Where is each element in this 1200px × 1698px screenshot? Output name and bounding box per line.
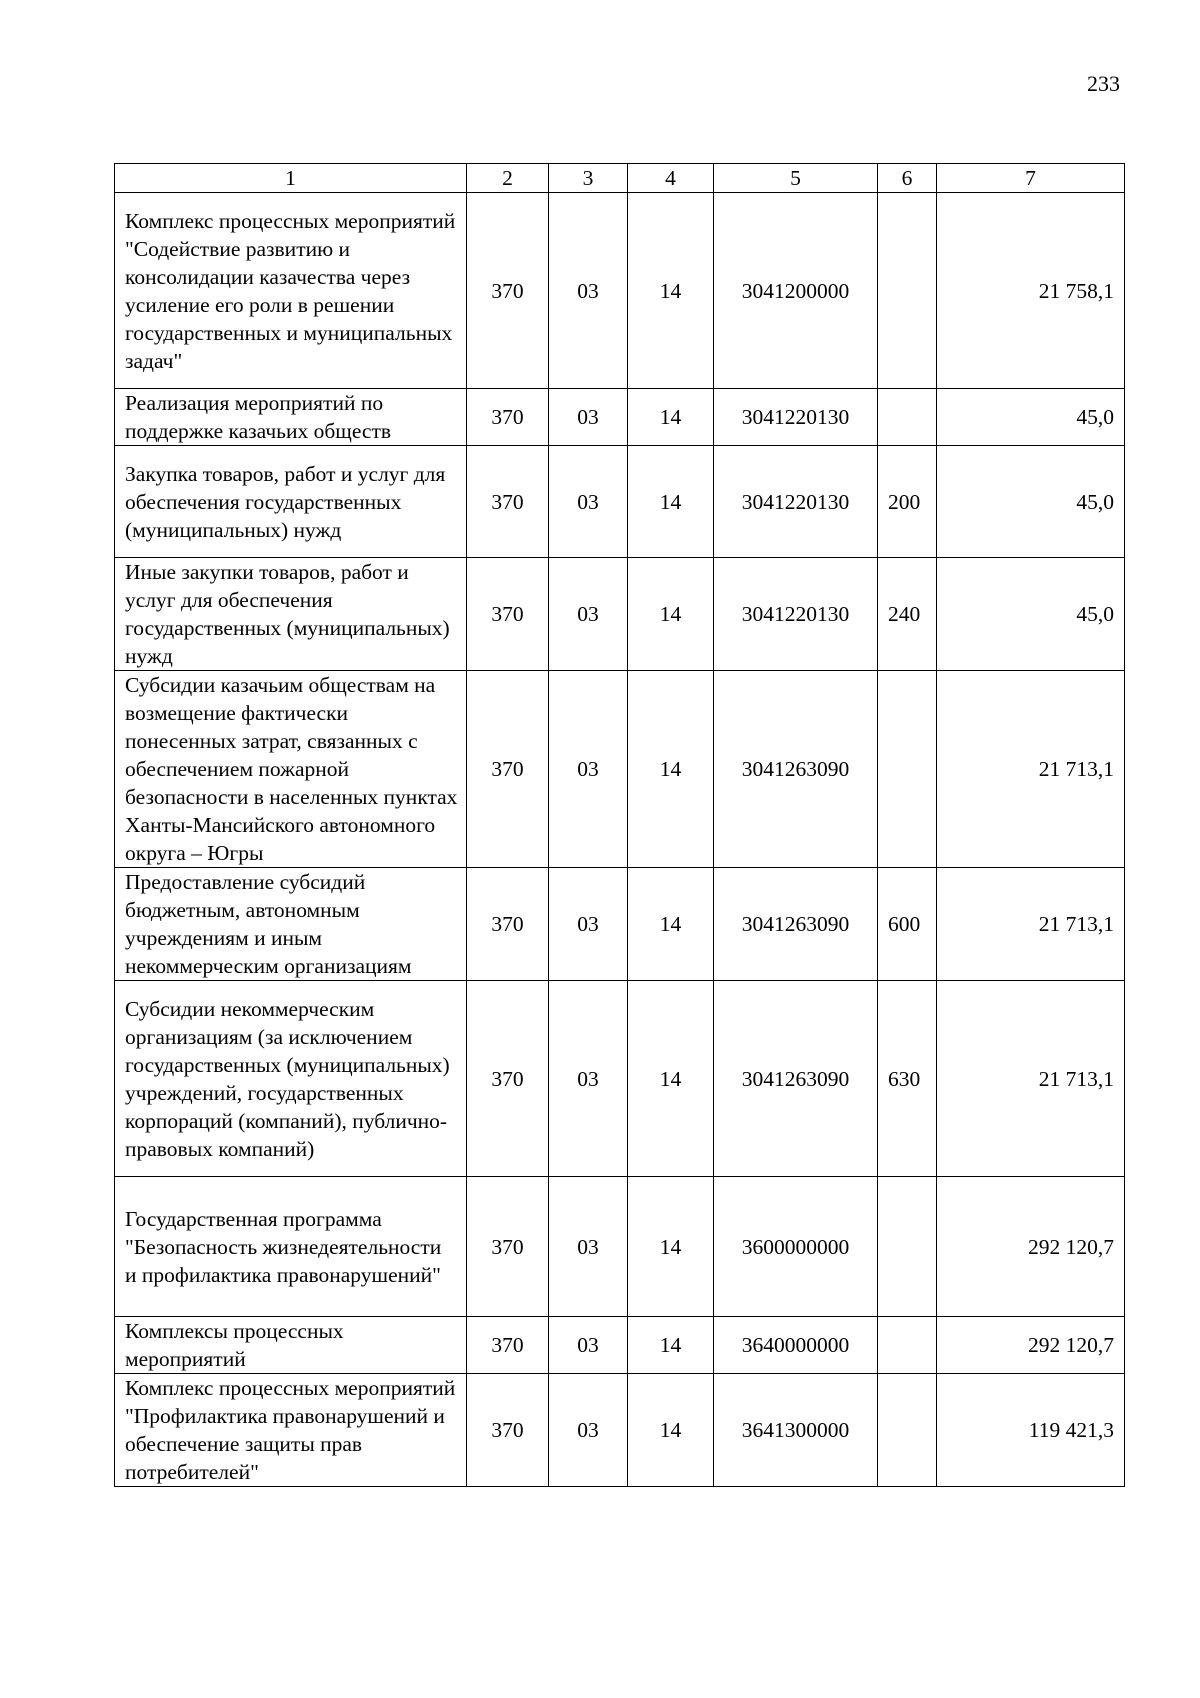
header-col-5: 5 <box>714 164 878 193</box>
row-col-6 <box>878 1374 937 1487</box>
row-name: Субсидии некоммерческим организациям (за исключением государственных (муниципальных) учреждений, государственных корпораций (компаний), публично-правовых компаний) <box>115 981 467 1177</box>
table-row <box>115 1374 1125 1487</box>
row-col-5: 3640000000 <box>714 1317 878 1374</box>
row-col-7: 21 713,1 <box>937 671 1125 868</box>
row-col-4: 14 <box>628 389 714 446</box>
row-col-2: 370 <box>467 1317 549 1374</box>
row-col-2: 370 <box>467 981 549 1177</box>
row-col-7: 21 713,1 <box>937 868 1125 981</box>
table-row <box>115 1317 1125 1374</box>
row-col-6 <box>878 389 937 446</box>
table-row <box>115 868 1125 981</box>
row-col-7: 21 758,1 <box>937 193 1125 389</box>
row-name: Иные закупки товаров, работ и услуг для обеспечения государственных (муниципальных) нужд <box>115 558 467 671</box>
row-col-6: 630 <box>878 981 937 1177</box>
row-col-6 <box>878 193 937 389</box>
header-col-3: 3 <box>549 164 628 193</box>
budget-table <box>114 163 1125 1487</box>
row-col-5: 3641300000 <box>714 1374 878 1487</box>
header-col-4: 4 <box>628 164 714 193</box>
row-name: Закупка товаров, работ и услуг для обеспечения государственных (муниципальных) нужд <box>115 446 467 558</box>
row-col-3: 03 <box>549 981 628 1177</box>
row-col-6: 240 <box>878 558 937 671</box>
row-col-4: 14 <box>628 558 714 671</box>
row-col-2: 370 <box>467 868 549 981</box>
table-body <box>115 193 1125 1487</box>
row-col-5: 3041200000 <box>714 193 878 389</box>
row-col-3: 03 <box>549 1317 628 1374</box>
row-col-3: 03 <box>549 389 628 446</box>
row-name: Реализация мероприятий по поддержке казачьих обществ <box>115 389 467 446</box>
row-name: Комплекс процессных мероприятий "Содействие развитию и консолидации казачества через усиление его роли в решении государственных и муниципальных задач" <box>115 193 467 389</box>
row-col-2: 370 <box>467 389 549 446</box>
header-col-2: 2 <box>467 164 549 193</box>
row-col-3: 03 <box>549 1177 628 1317</box>
header-row <box>115 164 1125 193</box>
row-col-3: 03 <box>549 446 628 558</box>
row-col-4: 14 <box>628 868 714 981</box>
row-name: Предоставление субсидий бюджетным, автономным учреждениям и иным некоммерческим организациям <box>115 868 467 981</box>
table-row <box>115 981 1125 1177</box>
row-col-5: 3041263090 <box>714 981 878 1177</box>
table-row <box>115 558 1125 671</box>
row-col-2: 370 <box>467 671 549 868</box>
row-col-4: 14 <box>628 1317 714 1374</box>
row-col-3: 03 <box>549 1374 628 1487</box>
row-col-2: 370 <box>467 193 549 389</box>
row-name: Субсидии казачьим обществам на возмещение фактически понесенных затрат, связанных с обеспечением пожарной безопасности в населенных пунктах Ханты-Мансийского автономного округа – Югры <box>115 671 467 868</box>
table-row <box>115 671 1125 868</box>
row-col-5: 3041263090 <box>714 868 878 981</box>
row-col-4: 14 <box>628 981 714 1177</box>
row-col-7: 45,0 <box>937 558 1125 671</box>
row-col-4: 14 <box>628 1374 714 1487</box>
row-col-3: 03 <box>549 868 628 981</box>
row-col-4: 14 <box>628 446 714 558</box>
row-col-6 <box>878 1317 937 1374</box>
row-col-3: 03 <box>549 671 628 868</box>
table-row <box>115 193 1125 389</box>
table-row <box>115 446 1125 558</box>
table-row <box>115 389 1125 446</box>
row-col-6 <box>878 671 937 868</box>
row-col-2: 370 <box>467 1177 549 1317</box>
row-col-3: 03 <box>549 558 628 671</box>
row-col-5: 3041220130 <box>714 558 878 671</box>
header-col-6: 6 <box>878 164 937 193</box>
row-col-2: 370 <box>467 446 549 558</box>
row-col-7: 21 713,1 <box>937 981 1125 1177</box>
table-header <box>115 164 1125 193</box>
row-col-5: 3041220130 <box>714 446 878 558</box>
row-col-4: 14 <box>628 671 714 868</box>
row-col-7: 292 120,7 <box>937 1177 1125 1317</box>
row-col-6: 200 <box>878 446 937 558</box>
row-col-2: 370 <box>467 1374 549 1487</box>
row-col-3: 03 <box>549 193 628 389</box>
header-col-1: 1 <box>115 164 467 193</box>
row-col-7: 292 120,7 <box>937 1317 1125 1374</box>
row-col-4: 14 <box>628 1177 714 1317</box>
row-name: Государственная программа "Безопасность жизнедеятельности и профилактика правонарушений" <box>115 1177 467 1317</box>
row-col-5: 3041263090 <box>714 671 878 868</box>
row-col-7: 45,0 <box>937 389 1125 446</box>
row-col-4: 14 <box>628 193 714 389</box>
row-col-7: 119 421,3 <box>937 1374 1125 1487</box>
row-col-6 <box>878 1177 937 1317</box>
table-row <box>115 1177 1125 1317</box>
row-col-5: 3041220130 <box>714 389 878 446</box>
page-number: 233 <box>1087 71 1120 96</box>
row-col-2: 370 <box>467 558 549 671</box>
row-col-5: 3600000000 <box>714 1177 878 1317</box>
header-col-7: 7 <box>937 164 1125 193</box>
row-col-7: 45,0 <box>937 446 1125 558</box>
row-col-6: 600 <box>878 868 937 981</box>
row-name: Комплексы процессных мероприятий <box>115 1317 467 1374</box>
row-name: Комплекс процессных мероприятий "Профилактика правонарушений и обеспечение защиты прав потребителей" <box>115 1374 467 1487</box>
